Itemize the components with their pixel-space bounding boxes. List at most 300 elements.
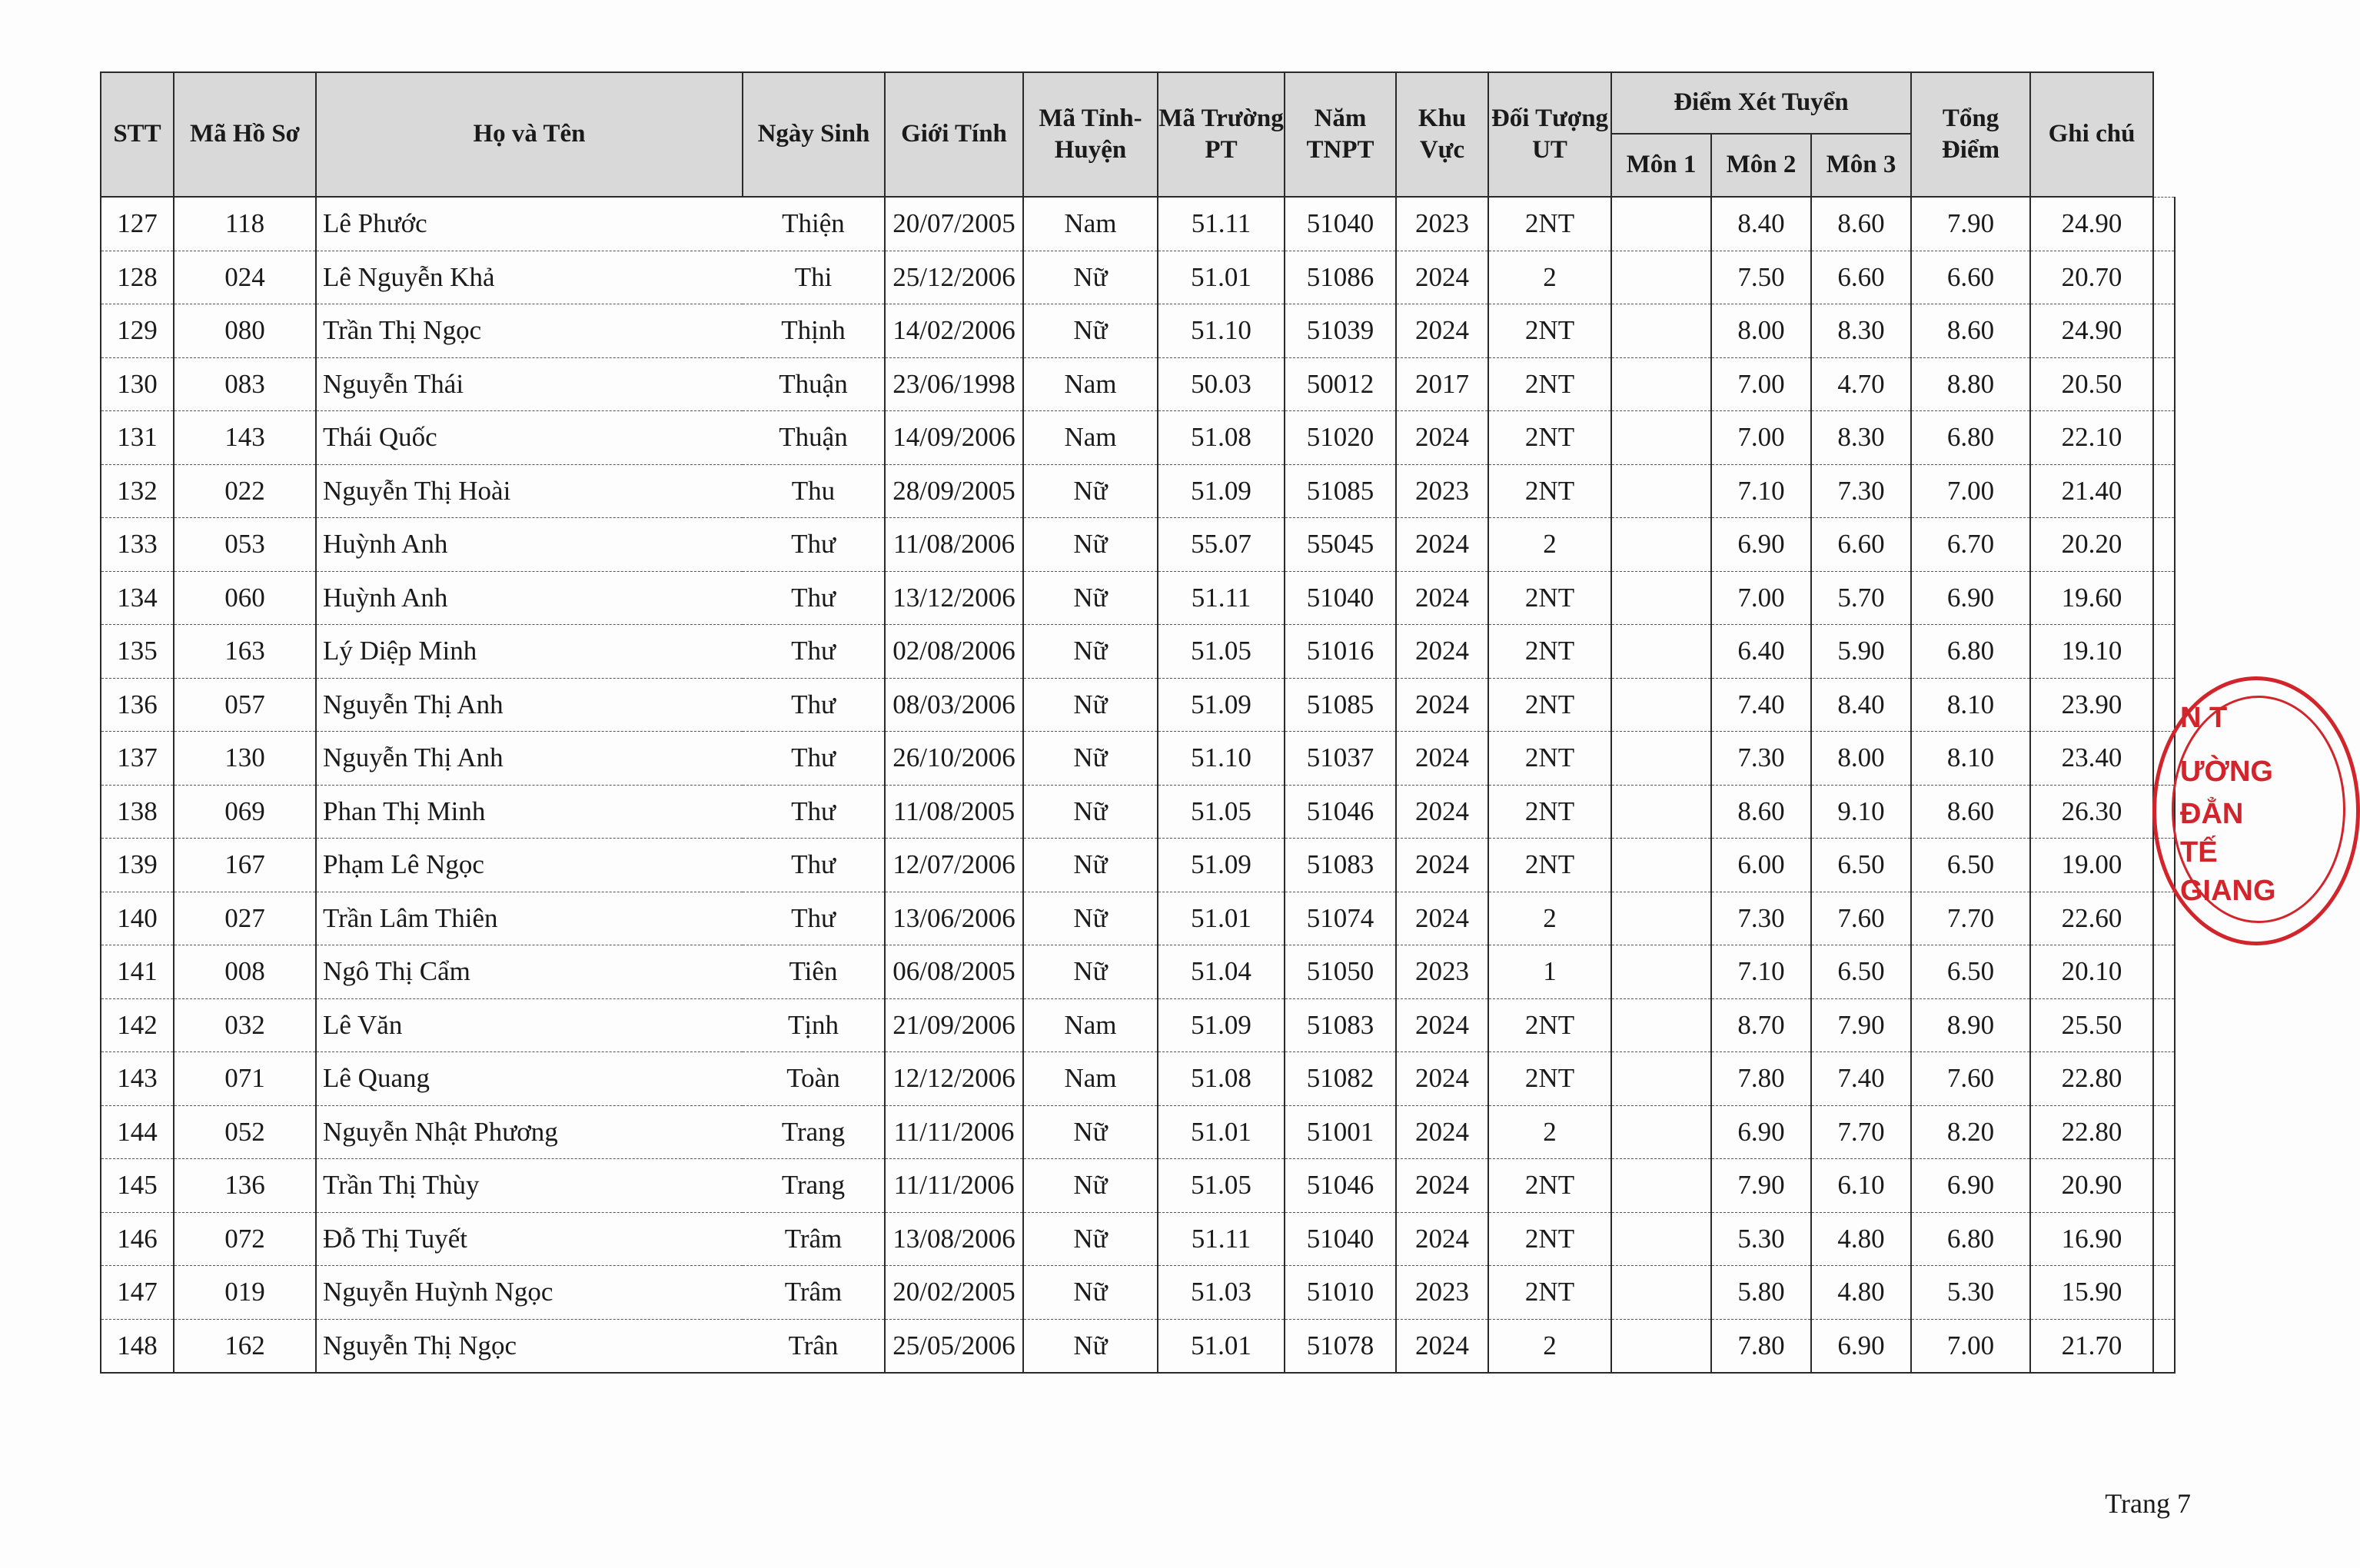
table-row bbox=[101, 892, 2175, 945]
cell-ma-ho-so: 118 bbox=[174, 197, 316, 251]
cell-tong-diem: 19.10 bbox=[2030, 625, 2153, 679]
cell-ghi-chu bbox=[2153, 464, 2175, 518]
cell-mon-3: 8.10 bbox=[1911, 678, 2030, 732]
cell-ngay-sinh: 28/09/2005 bbox=[885, 464, 1023, 518]
cell-ngay-sinh: 02/08/2006 bbox=[885, 625, 1023, 679]
cell-doi-tuong-ut bbox=[1611, 998, 1711, 1052]
cell-khu-vuc: 2NT bbox=[1488, 464, 1611, 518]
cell-mon-1: 7.10 bbox=[1711, 464, 1811, 518]
cell-ten: Thiện bbox=[743, 197, 885, 251]
cell-stt: 134 bbox=[101, 571, 174, 625]
cell-mon-1: 8.40 bbox=[1711, 197, 1811, 251]
cell-mon-3: 8.10 bbox=[1911, 732, 2030, 786]
table-row bbox=[101, 464, 2175, 518]
cell-mon-2: 6.90 bbox=[1811, 1319, 1911, 1373]
cell-nam-tnpt: 2024 bbox=[1396, 251, 1488, 304]
cell-tong-diem: 24.90 bbox=[2030, 197, 2153, 251]
cell-ho-ten: Nguyễn Thị Hoài bbox=[316, 464, 743, 518]
table-row bbox=[101, 839, 2175, 892]
cell-mon-3: 8.20 bbox=[1911, 1105, 2030, 1159]
cell-doi-tuong-ut bbox=[1611, 571, 1711, 625]
cell-ho-ten: Lê Văn bbox=[316, 998, 743, 1052]
table-row bbox=[101, 785, 2175, 839]
cell-mon-2: 8.00 bbox=[1811, 732, 1911, 786]
cell-tong-diem: 23.40 bbox=[2030, 732, 2153, 786]
cell-tong-diem: 25.50 bbox=[2030, 998, 2153, 1052]
cell-mon-2: 6.60 bbox=[1811, 251, 1911, 304]
cell-stt: 139 bbox=[101, 839, 174, 892]
cell-khu-vuc: 2NT bbox=[1488, 304, 1611, 358]
cell-ma-truong-pt: 51040 bbox=[1285, 1212, 1396, 1266]
cell-mon-3: 7.90 bbox=[1911, 197, 2030, 251]
cell-stt: 131 bbox=[101, 411, 174, 465]
seal-text-line: ĐẲN bbox=[2180, 798, 2244, 830]
cell-nam-tnpt: 2024 bbox=[1396, 892, 1488, 945]
header-diem-xet-tuyen: Điểm Xét Tuyển bbox=[1611, 72, 1911, 134]
cell-ma-truong-pt: 51085 bbox=[1285, 464, 1396, 518]
cell-ma-ho-so: 057 bbox=[174, 678, 316, 732]
cell-mon-3: 8.60 bbox=[1911, 304, 2030, 358]
cell-doi-tuong-ut bbox=[1611, 625, 1711, 679]
cell-ma-tinh-huyen: 51.11 bbox=[1158, 1212, 1285, 1266]
table-row bbox=[101, 945, 2175, 999]
cell-mon-2: 7.60 bbox=[1811, 892, 1911, 945]
table-row bbox=[101, 518, 2175, 572]
cell-ma-ho-so: 027 bbox=[174, 892, 316, 945]
cell-ma-ho-so: 083 bbox=[174, 357, 316, 411]
cell-ngay-sinh: 13/12/2006 bbox=[885, 571, 1023, 625]
cell-ho-ten: Phạm Lê Ngọc bbox=[316, 839, 743, 892]
cell-ghi-chu bbox=[2153, 1159, 2175, 1213]
cell-ho-ten: Nguyễn Thị Anh bbox=[316, 678, 743, 732]
cell-khu-vuc: 2NT bbox=[1488, 1052, 1611, 1106]
header-mon-3: Môn 3 bbox=[1811, 134, 1911, 197]
cell-ghi-chu bbox=[2153, 998, 2175, 1052]
cell-tong-diem: 26.30 bbox=[2030, 785, 2153, 839]
cell-ten: Trâm bbox=[743, 1212, 885, 1266]
cell-stt: 142 bbox=[101, 998, 174, 1052]
cell-tong-diem: 21.40 bbox=[2030, 464, 2153, 518]
cell-ngay-sinh: 12/07/2006 bbox=[885, 839, 1023, 892]
header-ghi-chu: Ghi chú bbox=[2030, 72, 2153, 197]
cell-ma-truong-pt: 51040 bbox=[1285, 197, 1396, 251]
cell-stt: 135 bbox=[101, 625, 174, 679]
cell-ghi-chu bbox=[2153, 251, 2175, 304]
cell-mon-3: 7.00 bbox=[1911, 1319, 2030, 1373]
cell-stt: 147 bbox=[101, 1266, 174, 1320]
cell-nam-tnpt: 2024 bbox=[1396, 1105, 1488, 1159]
cell-nam-tnpt: 2024 bbox=[1396, 1052, 1488, 1106]
cell-ma-ho-so: 069 bbox=[174, 785, 316, 839]
cell-ma-ho-so: 060 bbox=[174, 571, 316, 625]
cell-mon-2: 6.50 bbox=[1811, 839, 1911, 892]
cell-mon-1: 5.30 bbox=[1711, 1212, 1811, 1266]
cell-tong-diem: 23.90 bbox=[2030, 678, 2153, 732]
cell-gioi-tinh: Nam bbox=[1023, 998, 1158, 1052]
cell-doi-tuong-ut bbox=[1611, 518, 1711, 572]
table-row bbox=[101, 625, 2175, 679]
cell-nam-tnpt: 2024 bbox=[1396, 1212, 1488, 1266]
cell-ghi-chu bbox=[2153, 518, 2175, 572]
cell-nam-tnpt: 2023 bbox=[1396, 197, 1488, 251]
cell-ghi-chu bbox=[2153, 197, 2175, 251]
cell-stt: 136 bbox=[101, 678, 174, 732]
cell-doi-tuong-ut bbox=[1611, 785, 1711, 839]
cell-ngay-sinh: 11/11/2006 bbox=[885, 1159, 1023, 1213]
cell-tong-diem: 20.10 bbox=[2030, 945, 2153, 999]
cell-doi-tuong-ut bbox=[1611, 304, 1711, 358]
table-row bbox=[101, 1319, 2175, 1373]
cell-ngay-sinh: 25/05/2006 bbox=[885, 1319, 1023, 1373]
cell-gioi-tinh: Nữ bbox=[1023, 1319, 1158, 1373]
table-row bbox=[101, 1105, 2175, 1159]
cell-nam-tnpt: 2024 bbox=[1396, 1159, 1488, 1213]
cell-ma-truong-pt: 51016 bbox=[1285, 625, 1396, 679]
cell-nam-tnpt: 2024 bbox=[1396, 839, 1488, 892]
cell-stt: 137 bbox=[101, 732, 174, 786]
cell-ho-ten: Lê Nguyễn Khả bbox=[316, 251, 743, 304]
cell-doi-tuong-ut bbox=[1611, 945, 1711, 999]
cell-ten: Thư bbox=[743, 839, 885, 892]
cell-ma-tinh-huyen: 51.08 bbox=[1158, 1052, 1285, 1106]
seal-text-line: ƯỜNG bbox=[2180, 756, 2273, 788]
cell-ho-ten: Đỗ Thị Tuyết bbox=[316, 1212, 743, 1266]
cell-tong-diem: 20.50 bbox=[2030, 357, 2153, 411]
header-mon-2: Môn 2 bbox=[1711, 134, 1811, 197]
cell-mon-3: 5.30 bbox=[1911, 1266, 2030, 1320]
cell-ho-ten: Thái Quốc bbox=[316, 411, 743, 465]
cell-stt: 148 bbox=[101, 1319, 174, 1373]
header-khu-vuc: Khu Vực bbox=[1396, 72, 1488, 197]
cell-ten: Thư bbox=[743, 571, 885, 625]
cell-ma-truong-pt: 51039 bbox=[1285, 304, 1396, 358]
cell-ghi-chu bbox=[2153, 1266, 2175, 1320]
cell-ten: Thi bbox=[743, 251, 885, 304]
cell-mon-2: 7.40 bbox=[1811, 1052, 1911, 1106]
cell-mon-3: 6.60 bbox=[1911, 251, 2030, 304]
cell-doi-tuong-ut bbox=[1611, 197, 1711, 251]
cell-tong-diem: 22.80 bbox=[2030, 1052, 2153, 1106]
cell-gioi-tinh: Nam bbox=[1023, 1052, 1158, 1106]
table-row bbox=[101, 571, 2175, 625]
cell-ma-truong-pt: 55045 bbox=[1285, 518, 1396, 572]
cell-mon-3: 6.90 bbox=[1911, 571, 2030, 625]
cell-gioi-tinh: Nữ bbox=[1023, 839, 1158, 892]
cell-ma-truong-pt: 51078 bbox=[1285, 1319, 1396, 1373]
cell-tong-diem: 22.10 bbox=[2030, 411, 2153, 465]
cell-ngay-sinh: 11/08/2005 bbox=[885, 785, 1023, 839]
cell-mon-2: 8.30 bbox=[1811, 304, 1911, 358]
cell-nam-tnpt: 2024 bbox=[1396, 678, 1488, 732]
cell-gioi-tinh: Nữ bbox=[1023, 1266, 1158, 1320]
cell-doi-tuong-ut bbox=[1611, 1319, 1711, 1373]
cell-nam-tnpt: 2024 bbox=[1396, 998, 1488, 1052]
cell-doi-tuong-ut bbox=[1611, 678, 1711, 732]
cell-gioi-tinh: Nữ bbox=[1023, 945, 1158, 999]
cell-ma-tinh-huyen: 50.03 bbox=[1158, 357, 1285, 411]
cell-ngay-sinh: 13/06/2006 bbox=[885, 892, 1023, 945]
cell-ngay-sinh: 20/07/2005 bbox=[885, 197, 1023, 251]
cell-ten: Thu bbox=[743, 464, 885, 518]
cell-ghi-chu bbox=[2153, 357, 2175, 411]
cell-tong-diem: 16.90 bbox=[2030, 1212, 2153, 1266]
cell-gioi-tinh: Nam bbox=[1023, 411, 1158, 465]
cell-tong-diem: 21.70 bbox=[2030, 1319, 2153, 1373]
cell-gioi-tinh: Nữ bbox=[1023, 1212, 1158, 1266]
cell-khu-vuc: 2NT bbox=[1488, 1159, 1611, 1213]
cell-ghi-chu bbox=[2153, 1052, 2175, 1106]
cell-gioi-tinh: Nữ bbox=[1023, 571, 1158, 625]
cell-ho-ten: Nguyễn Thái bbox=[316, 357, 743, 411]
cell-ma-tinh-huyen: 51.09 bbox=[1158, 464, 1285, 518]
cell-gioi-tinh: Nữ bbox=[1023, 1105, 1158, 1159]
cell-ten: Thư bbox=[743, 732, 885, 786]
cell-mon-3: 6.80 bbox=[1911, 625, 2030, 679]
cell-nam-tnpt: 2023 bbox=[1396, 945, 1488, 999]
cell-gioi-tinh: Nữ bbox=[1023, 785, 1158, 839]
table-row bbox=[101, 732, 2175, 786]
cell-khu-vuc: 2NT bbox=[1488, 678, 1611, 732]
cell-nam-tnpt: 2024 bbox=[1396, 518, 1488, 572]
cell-ma-ho-so: 080 bbox=[174, 304, 316, 358]
cell-ma-ho-so: 071 bbox=[174, 1052, 316, 1106]
cell-mon-1: 7.80 bbox=[1711, 1052, 1811, 1106]
cell-ho-ten: Nguyễn Thị Ngọc bbox=[316, 1319, 743, 1373]
cell-doi-tuong-ut bbox=[1611, 1266, 1711, 1320]
cell-mon-1: 7.50 bbox=[1711, 251, 1811, 304]
cell-mon-3: 6.70 bbox=[1911, 518, 2030, 572]
cell-ma-tinh-huyen: 51.11 bbox=[1158, 197, 1285, 251]
cell-mon-2: 7.30 bbox=[1811, 464, 1911, 518]
cell-ten: Thuận bbox=[743, 411, 885, 465]
cell-ma-truong-pt: 51074 bbox=[1285, 892, 1396, 945]
cell-mon-3: 7.00 bbox=[1911, 464, 2030, 518]
cell-mon-3: 6.80 bbox=[1911, 1212, 2030, 1266]
cell-stt: 133 bbox=[101, 518, 174, 572]
table-row bbox=[101, 678, 2175, 732]
cell-mon-1: 7.00 bbox=[1711, 571, 1811, 625]
cell-tong-diem: 15.90 bbox=[2030, 1266, 2153, 1320]
cell-ngay-sinh: 21/09/2006 bbox=[885, 998, 1023, 1052]
cell-ho-ten: Phan Thị Minh bbox=[316, 785, 743, 839]
cell-ho-ten: Trần Thị Ngọc bbox=[316, 304, 743, 358]
cell-ma-truong-pt: 51010 bbox=[1285, 1266, 1396, 1320]
cell-khu-vuc: 2NT bbox=[1488, 1266, 1611, 1320]
table-row bbox=[101, 197, 2175, 251]
cell-stt: 138 bbox=[101, 785, 174, 839]
cell-ho-ten: Nguyễn Nhật Phương bbox=[316, 1105, 743, 1159]
cell-mon-3: 6.50 bbox=[1911, 945, 2030, 999]
table-row bbox=[101, 998, 2175, 1052]
cell-ngay-sinh: 26/10/2006 bbox=[885, 732, 1023, 786]
cell-mon-2: 9.10 bbox=[1811, 785, 1911, 839]
header-stt: STT bbox=[101, 72, 174, 197]
cell-ma-tinh-huyen: 55.07 bbox=[1158, 518, 1285, 572]
cell-tong-diem: 24.90 bbox=[2030, 304, 2153, 358]
cell-stt: 127 bbox=[101, 197, 174, 251]
cell-mon-1: 8.60 bbox=[1711, 785, 1811, 839]
cell-ghi-chu bbox=[2153, 678, 2175, 732]
cell-mon-3: 6.90 bbox=[1911, 1159, 2030, 1213]
cell-stt: 130 bbox=[101, 357, 174, 411]
cell-gioi-tinh: Nữ bbox=[1023, 304, 1158, 358]
table-row bbox=[101, 1159, 2175, 1213]
cell-stt: 140 bbox=[101, 892, 174, 945]
cell-stt: 141 bbox=[101, 945, 174, 999]
header-ma-truong-pt: Mã Trường PT bbox=[1158, 72, 1285, 197]
cell-ma-truong-pt: 51083 bbox=[1285, 839, 1396, 892]
cell-khu-vuc: 2NT bbox=[1488, 1212, 1611, 1266]
cell-doi-tuong-ut bbox=[1611, 892, 1711, 945]
cell-ten: Trâm bbox=[743, 1266, 885, 1320]
cell-khu-vuc: 1 bbox=[1488, 945, 1611, 999]
cell-ma-tinh-huyen: 51.09 bbox=[1158, 678, 1285, 732]
cell-stt: 132 bbox=[101, 464, 174, 518]
cell-gioi-tinh: Nữ bbox=[1023, 251, 1158, 304]
cell-ma-tinh-huyen: 51.03 bbox=[1158, 1266, 1285, 1320]
cell-mon-2: 5.90 bbox=[1811, 625, 1911, 679]
table-body bbox=[101, 197, 2175, 1373]
cell-tong-diem: 22.60 bbox=[2030, 892, 2153, 945]
cell-doi-tuong-ut bbox=[1611, 732, 1711, 786]
cell-ho-ten: Nguyễn Thị Anh bbox=[316, 732, 743, 786]
cell-nam-tnpt: 2023 bbox=[1396, 1266, 1488, 1320]
cell-khu-vuc: 2 bbox=[1488, 251, 1611, 304]
cell-ghi-chu bbox=[2153, 571, 2175, 625]
cell-doi-tuong-ut bbox=[1611, 1212, 1711, 1266]
cell-mon-1: 7.30 bbox=[1711, 732, 1811, 786]
cell-khu-vuc: 2 bbox=[1488, 892, 1611, 945]
cell-mon-1: 7.30 bbox=[1711, 892, 1811, 945]
cell-tong-diem: 20.20 bbox=[2030, 518, 2153, 572]
cell-mon-1: 7.80 bbox=[1711, 1319, 1811, 1373]
header-nam-tnpt: Năm TNPT bbox=[1285, 72, 1396, 197]
cell-ten: Trang bbox=[743, 1159, 885, 1213]
cell-mon-1: 8.70 bbox=[1711, 998, 1811, 1052]
cell-ma-ho-so: 162 bbox=[174, 1319, 316, 1373]
cell-gioi-tinh: Nữ bbox=[1023, 732, 1158, 786]
table-row bbox=[101, 304, 2175, 358]
cell-khu-vuc: 2NT bbox=[1488, 839, 1611, 892]
header-ma-tinh-huyen: Mã Tỉnh-Huyện bbox=[1023, 72, 1158, 197]
cell-ma-tinh-huyen: 51.09 bbox=[1158, 998, 1285, 1052]
seal-text-line: TẾ bbox=[2180, 836, 2218, 869]
cell-ma-truong-pt: 51040 bbox=[1285, 571, 1396, 625]
cell-ma-ho-so: 130 bbox=[174, 732, 316, 786]
cell-ten: Thư bbox=[743, 892, 885, 945]
cell-mon-2: 8.60 bbox=[1811, 197, 1911, 251]
cell-nam-tnpt: 2024 bbox=[1396, 571, 1488, 625]
cell-ten: Thư bbox=[743, 785, 885, 839]
cell-mon-2: 8.40 bbox=[1811, 678, 1911, 732]
seal-text-line: N T bbox=[2180, 702, 2228, 734]
cell-tong-diem: 22.80 bbox=[2030, 1105, 2153, 1159]
cell-mon-2: 4.70 bbox=[1811, 357, 1911, 411]
cell-ngay-sinh: 20/02/2005 bbox=[885, 1266, 1023, 1320]
cell-ghi-chu bbox=[2153, 1105, 2175, 1159]
cell-gioi-tinh: Nữ bbox=[1023, 518, 1158, 572]
cell-gioi-tinh: Nữ bbox=[1023, 892, 1158, 945]
cell-ngay-sinh: 14/09/2006 bbox=[885, 411, 1023, 465]
cell-ma-tinh-huyen: 51.01 bbox=[1158, 1319, 1285, 1373]
cell-stt: 143 bbox=[101, 1052, 174, 1106]
cell-mon-2: 6.50 bbox=[1811, 945, 1911, 999]
cell-ten: Tịnh bbox=[743, 998, 885, 1052]
cell-ma-tinh-huyen: 51.05 bbox=[1158, 785, 1285, 839]
cell-stt: 146 bbox=[101, 1212, 174, 1266]
header-doi-tuong-ut: Đối Tượng UT bbox=[1488, 72, 1611, 197]
cell-ngay-sinh: 08/03/2006 bbox=[885, 678, 1023, 732]
cell-ma-tinh-huyen: 51.01 bbox=[1158, 1105, 1285, 1159]
cell-doi-tuong-ut bbox=[1611, 464, 1711, 518]
header-gioi-tinh: Giới Tính bbox=[885, 72, 1023, 197]
cell-gioi-tinh: Nữ bbox=[1023, 464, 1158, 518]
cell-ngay-sinh: 11/08/2006 bbox=[885, 518, 1023, 572]
cell-mon-3: 6.50 bbox=[1911, 839, 2030, 892]
student-list-sheet bbox=[100, 71, 2176, 1374]
cell-ma-ho-so: 008 bbox=[174, 945, 316, 999]
cell-ghi-chu bbox=[2153, 892, 2175, 945]
cell-mon-1: 7.10 bbox=[1711, 945, 1811, 999]
cell-ngay-sinh: 14/02/2006 bbox=[885, 304, 1023, 358]
table-row bbox=[101, 357, 2175, 411]
cell-ma-ho-so: 032 bbox=[174, 998, 316, 1052]
cell-mon-3: 7.60 bbox=[1911, 1052, 2030, 1106]
cell-nam-tnpt: 2024 bbox=[1396, 1319, 1488, 1373]
cell-mon-1: 7.40 bbox=[1711, 678, 1811, 732]
cell-ma-truong-pt: 51083 bbox=[1285, 998, 1396, 1052]
cell-mon-2: 4.80 bbox=[1811, 1212, 1911, 1266]
cell-ma-tinh-huyen: 51.11 bbox=[1158, 571, 1285, 625]
cell-doi-tuong-ut bbox=[1611, 1052, 1711, 1106]
cell-mon-2: 4.80 bbox=[1811, 1266, 1911, 1320]
cell-khu-vuc: 2 bbox=[1488, 1319, 1611, 1373]
cell-ma-truong-pt: 51050 bbox=[1285, 945, 1396, 999]
cell-doi-tuong-ut bbox=[1611, 411, 1711, 465]
cell-mon-1: 7.90 bbox=[1711, 1159, 1811, 1213]
cell-ma-tinh-huyen: 51.01 bbox=[1158, 892, 1285, 945]
table-row bbox=[101, 1052, 2175, 1106]
header-ho-va-ten: Họ và Tên bbox=[316, 72, 743, 197]
cell-ho-ten: Ngô Thị Cẩm bbox=[316, 945, 743, 999]
cell-ho-ten: Trần Thị Thùy bbox=[316, 1159, 743, 1213]
cell-mon-2: 6.60 bbox=[1811, 518, 1911, 572]
cell-ten: Tiên bbox=[743, 945, 885, 999]
cell-ma-tinh-huyen: 51.01 bbox=[1158, 251, 1285, 304]
cell-ho-ten: Lê Phước bbox=[316, 197, 743, 251]
cell-ma-tinh-huyen: 51.05 bbox=[1158, 1159, 1285, 1213]
cell-ho-ten: Lê Quang bbox=[316, 1052, 743, 1106]
cell-khu-vuc: 2 bbox=[1488, 518, 1611, 572]
cell-khu-vuc: 2NT bbox=[1488, 357, 1611, 411]
cell-mon-1: 6.40 bbox=[1711, 625, 1811, 679]
cell-gioi-tinh: Nam bbox=[1023, 197, 1158, 251]
cell-ho-ten: Huỳnh Anh bbox=[316, 518, 743, 572]
cell-ten: Thư bbox=[743, 625, 885, 679]
cell-ngay-sinh: 12/12/2006 bbox=[885, 1052, 1023, 1106]
cell-ghi-chu bbox=[2153, 304, 2175, 358]
cell-ho-ten: Nguyễn Huỳnh Ngọc bbox=[316, 1266, 743, 1320]
cell-ngay-sinh: 23/06/1998 bbox=[885, 357, 1023, 411]
cell-mon-2: 8.30 bbox=[1811, 411, 1911, 465]
cell-mon-3: 8.60 bbox=[1911, 785, 2030, 839]
header-tong-diem: Tổng Điểm bbox=[1911, 72, 2030, 197]
cell-mon-1: 6.90 bbox=[1711, 518, 1811, 572]
table-row bbox=[101, 251, 2175, 304]
cell-ma-ho-so: 072 bbox=[174, 1212, 316, 1266]
cell-tong-diem: 19.00 bbox=[2030, 839, 2153, 892]
cell-ma-ho-so: 024 bbox=[174, 251, 316, 304]
